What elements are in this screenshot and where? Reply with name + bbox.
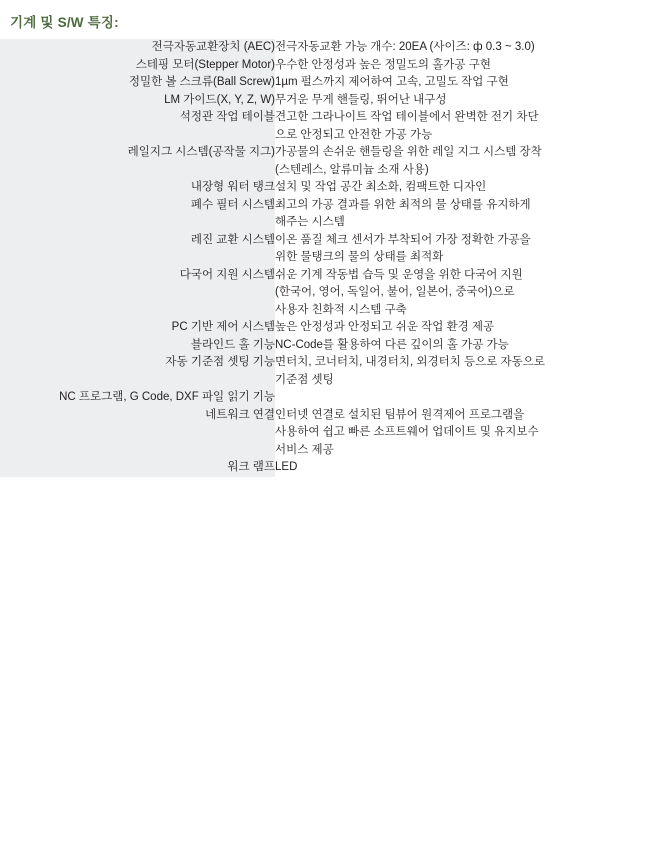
spec-value-line: 사용하여 쉽고 빠른 소프트웨어 업데이트 및 유지보수 <box>275 426 539 438</box>
spec-value-line: 인터넷 연결로 설치된 팀뷰어 원격제어 프로그램을 <box>275 408 525 421</box>
table-row <box>0 197 647 232</box>
spec-label-cell <box>0 109 275 144</box>
table-row <box>0 389 647 407</box>
table-row <box>0 144 647 179</box>
spec-table-body <box>0 39 647 477</box>
spec-label-cell <box>0 319 275 337</box>
spec-label-line: 레진 교환 시스템 <box>190 233 275 246</box>
spec-label-line: 전극자동교환장치 (AEC) <box>151 41 275 53</box>
spec-value-line: 면터치, 코너터치, 내경터치, 외경터치 등으로 자동으로 <box>275 356 545 368</box>
spec-value-cell <box>275 354 647 389</box>
spec-value-line: 설치 및 작업 공간 최소화, 컴팩트한 디자인 <box>275 181 487 193</box>
spec-label-cell <box>0 407 275 460</box>
spec-value-line: 사용자 친화적 시스템 구축 <box>275 303 407 316</box>
table-row <box>0 92 647 110</box>
spec-value-line: 으로 안정되고 안전한 가공 가능 <box>275 128 433 141</box>
table-row <box>0 74 647 92</box>
spec-value-cell <box>275 109 647 144</box>
spec-value-line: 1µm 펄스까지 제어하여 고속, 고밀도 작업 구현 <box>275 76 509 88</box>
spec-value-line: LED <box>275 461 298 473</box>
spec-value-line: 높은 안정성과 안정되고 쉬운 작업 환경 제공 <box>275 321 495 333</box>
spec-value-cell <box>275 144 647 179</box>
table-row <box>0 109 647 144</box>
spec-label-cell <box>0 39 275 57</box>
spec-label-cell <box>0 92 275 110</box>
table-row <box>0 459 647 477</box>
spec-label-cell <box>0 179 275 197</box>
table-row <box>0 354 647 389</box>
spec-value-line: (한국어, 영어, 독일어, 불어, 일본어, 중국어)으로 <box>275 286 515 298</box>
table-row <box>0 179 647 197</box>
spec-label-line: 스테핑 모터(Stepper Motor) <box>135 58 275 71</box>
spec-value-line: 기준점 셋팅 <box>275 373 334 386</box>
spec-value-cell <box>275 232 647 267</box>
spec-label-line: 석정관 작업 테이블 <box>179 111 275 123</box>
spec-value-line: 우수한 안정성과 높은 정밀도의 홀가공 구현 <box>275 58 491 71</box>
table-row <box>0 337 647 355</box>
spec-value-line: 이온 품질 체크 센서가 부착되어 가장 정확한 가공을 <box>275 233 531 246</box>
table-row <box>0 39 647 57</box>
spec-value-cell <box>275 389 647 407</box>
spec-value-cell <box>275 337 647 355</box>
spec-label-cell <box>0 74 275 92</box>
spec-table <box>0 39 647 477</box>
spec-value-line: 가공물의 손쉬운 핸들링을 위한 레일 지그 시스템 장착 <box>275 146 542 158</box>
spec-label-line: 폐수 필터 시스템 <box>190 198 275 211</box>
spec-value-line: (스텐레스, 알류미늄 소재 사용) <box>275 163 429 176</box>
spec-label-cell <box>0 389 275 407</box>
spec-label-cell <box>0 267 275 320</box>
spec-label-line: 정밀한 볼 스크류(Ball Screw) <box>128 76 275 88</box>
spec-value-line: 무거운 무게 핸들링, 뛰어난 내구성 <box>275 93 447 106</box>
spec-label-line: 네트워크 연결 <box>205 408 275 421</box>
spec-value-line: 견고한 그라나이트 작업 테이블에서 완벽한 전기 차단 <box>275 111 539 123</box>
spec-value-line: 최고의 가공 결과를 위한 최적의 물 상태를 유지하게 <box>275 198 531 211</box>
spec-value-cell <box>275 92 647 110</box>
table-row <box>0 407 647 460</box>
spec-value-line: NC-Code를 활용하여 다른 깊이의 홀 가공 가능 <box>275 338 509 351</box>
table-row <box>0 319 647 337</box>
spec-label-line: 내장형 워터 탱크 <box>190 181 275 193</box>
spec-label-cell <box>0 337 275 355</box>
spec-value-cell <box>275 407 647 460</box>
spec-label-line: LM 가이드(X, Y, Z, W) <box>164 93 275 106</box>
spec-label-cell <box>0 354 275 389</box>
spec-value-cell <box>275 39 647 57</box>
table-row <box>0 232 647 267</box>
spec-value-cell <box>275 179 647 197</box>
spec-label-cell <box>0 144 275 179</box>
spec-value-cell <box>275 197 647 232</box>
table-row <box>0 267 647 320</box>
spec-value-cell <box>275 74 647 92</box>
spec-value-line <box>275 389 647 407</box>
page-title: 기계 및 S/W 특징: <box>10 15 119 30</box>
spec-label-line: 레일지그 시스템(공작물 지그) <box>127 146 275 158</box>
spec-label-line: 다국어 지원 시스템 <box>179 268 275 281</box>
spec-value-cell <box>275 319 647 337</box>
spec-value-cell <box>275 267 647 320</box>
spec-value-cell <box>275 57 647 75</box>
spec-value-line: 위한 물탱크의 물의 상태를 최적화 <box>275 251 444 263</box>
spec-label-cell <box>0 57 275 75</box>
table-row <box>0 57 647 75</box>
spec-value-cell <box>275 459 647 477</box>
spec-value-line: 전극자동교환 가능 개수: 20EA (사이즈: ф 0.3 ~ 3.0) <box>275 41 535 53</box>
spec-label-line: 워크 램프 <box>227 461 275 473</box>
spec-label-line: 블라인드 홀 기능 <box>190 338 275 351</box>
spec-value-line: 쉬운 기계 작동법 습득 및 운영을 위한 다국어 지원 <box>275 268 523 281</box>
spec-value-line: 해주는 시스템 <box>275 216 345 228</box>
spec-label-line: 자동 기준점 셋팅 기능 <box>165 356 275 368</box>
spec-label-cell <box>0 197 275 232</box>
spec-label-line: NC 프로그램, G Code, DXF 파일 읽기 기능 <box>59 391 275 403</box>
spec-label-line: PC 기반 제어 시스템 <box>171 321 275 333</box>
spec-value-line: 서비스 제공 <box>275 443 334 456</box>
spec-label-cell <box>0 232 275 267</box>
spec-label-cell <box>0 459 275 477</box>
